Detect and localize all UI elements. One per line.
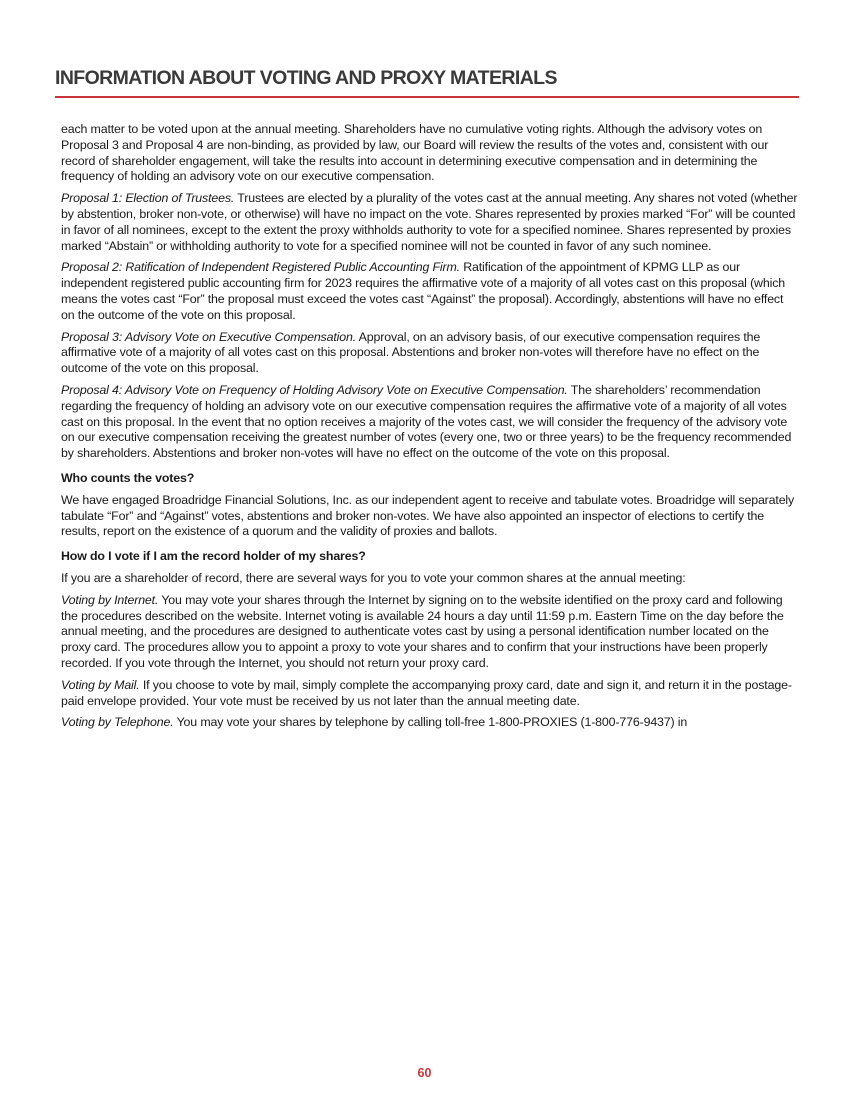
mail-voting-paragraph (61, 678, 798, 710)
internet-voting-text: You may vote your shares through the Internet by signing on to the website identified on the proxy card and following the procedures described on the website. Internet voting is available 24 hours a day until 11:59 p.m. Eastern Time on the day before the annual meeting, and the procedures are designed to authenticate votes cast by using a personal identification number located on the proxy card. The procedures allow you to appoint a proxy to vote your shares and to confirm that your instructions have been properly recorded. If you vote through the Internet, you should not return your proxy card. (61, 592, 784, 670)
section-title: INFORMATION ABOUT VOTING AND PROXY MATERIALS (55, 67, 557, 89)
proposal-3-text: Approval, on an advisory basis, of our executive compensation requires the affirmative vote of a majority of all votes cast on this proposal. Abstentions and broker non-votes will therefore have no effect on the outcome of the vote on this proposal. (61, 329, 761, 376)
proposal-2-paragraph (61, 260, 798, 323)
proposal-4-paragraph (61, 383, 798, 462)
proposal-4-lead: Proposal 4: Advisory Vote on Frequency of Holding Advisory Vote on Executive Compensation. (61, 382, 568, 397)
proposal-2-lead: Proposal 2: Ratification of Independent Registered Public Accounting Firm. (61, 260, 460, 275)
proposal-4-text: The shareholders’ recommendation regarding the frequency of holding an advisory vote on our executive compensation requires the affirmative vote of a majority of all votes cast on this proposal. In the event that no option receives a majority of the votes cast, we will consider the frequency of the advisory vote on our executive compensation receiving the greatest number of votes (every one, two or three years) to be the frequency recommended by shareholders. Abstentions and broker non-votes will have no effect on the outcome of the vote on this proposal. (61, 382, 792, 461)
proposal-1-lead: Proposal 1: Election of Trustees. (61, 191, 235, 206)
header-divider (55, 96, 799, 98)
page-header (55, 66, 799, 98)
telephone-voting-lead: Voting by Telephone. (61, 715, 174, 730)
record-holder-heading: How do I vote if I am the record holder of my shares? (61, 549, 366, 564)
internet-voting-lead: Voting by Internet. (61, 592, 159, 607)
mail-voting-lead: Voting by Mail. (61, 677, 140, 692)
proposal-3-lead: Proposal 3: Advisory Vote on Executive Compensation. (61, 329, 357, 344)
proposal-2-text: Ratification of the appointment of KPMG LLP as our independent registered public accounting firm for 2023 requires the affirmative vote of a majority of all votes cast on this proposal (which means the votes cast “For” the proposal must exceed the votes cast “Against” the proposal). Accordingly, abstentions will have no effect on the outcome of the vote on this proposal. (61, 260, 785, 322)
telephone-voting-paragraph (61, 715, 798, 731)
proposal-1-text: Trustees are elected by a plurality of the votes cast at the annual meeting. Any shares not voted (whether by abstention, broker non-vote, or otherwise) will have no impact on the vote. Shares represented by proxies marked “For” will be counted in favor of all nominees, except to the extent the proxy withholds authority to vote for a specified nominee. Shares represented by proxies marked “Abstain” or withholding authority to vote for a specified nominee will not be counted in favor of any such nominee. (61, 191, 798, 253)
document-body (61, 122, 798, 737)
telephone-voting-text: You may vote your shares by telephone by calling toll-free 1-800-PROXIES (1-800-776-9437) in (173, 715, 688, 730)
proposal-1-paragraph (61, 191, 798, 254)
internet-voting-paragraph (61, 593, 798, 672)
page-number: 60 (417, 1066, 432, 1080)
who-counts-heading: Who counts the votes? (61, 470, 195, 485)
mail-voting-text: If you choose to vote by mail, simply complete the accompanying proxy card, date and sign it, and return it in the postage-paid envelope provided. Your vote must be received by us not later than the annual meeting date. (61, 677, 792, 708)
who-counts-paragraph: We have engaged Broadridge Financial Solutions, Inc. as our independent agent to receive and tabulate votes. Broadridge will separately tabulate “For” and “Against” votes, abstentions and broker non-votes. We have also appointed an inspector of elections to certify the results, report on the existence of a quorum and the validity of proxies and ballots. (61, 492, 795, 539)
intro-paragraph: each matter to be voted upon at the annual meeting. Shareholders have no cumulative voting rights. Although the advisory votes on Proposal 3 and Proposal 4 are non-binding, as provided by law, our Board will review the results of the votes and, consistent with our record of shareholder engagement, will take the results into account in determining executive compensation and in determining the frequency of holding an advisory vote on our executive compensation. (61, 122, 769, 184)
proposal-3-paragraph (61, 330, 798, 377)
record-holder-paragraph: If you are a shareholder of record, there are several ways for you to vote your common shares at the annual meeting: (61, 570, 686, 585)
